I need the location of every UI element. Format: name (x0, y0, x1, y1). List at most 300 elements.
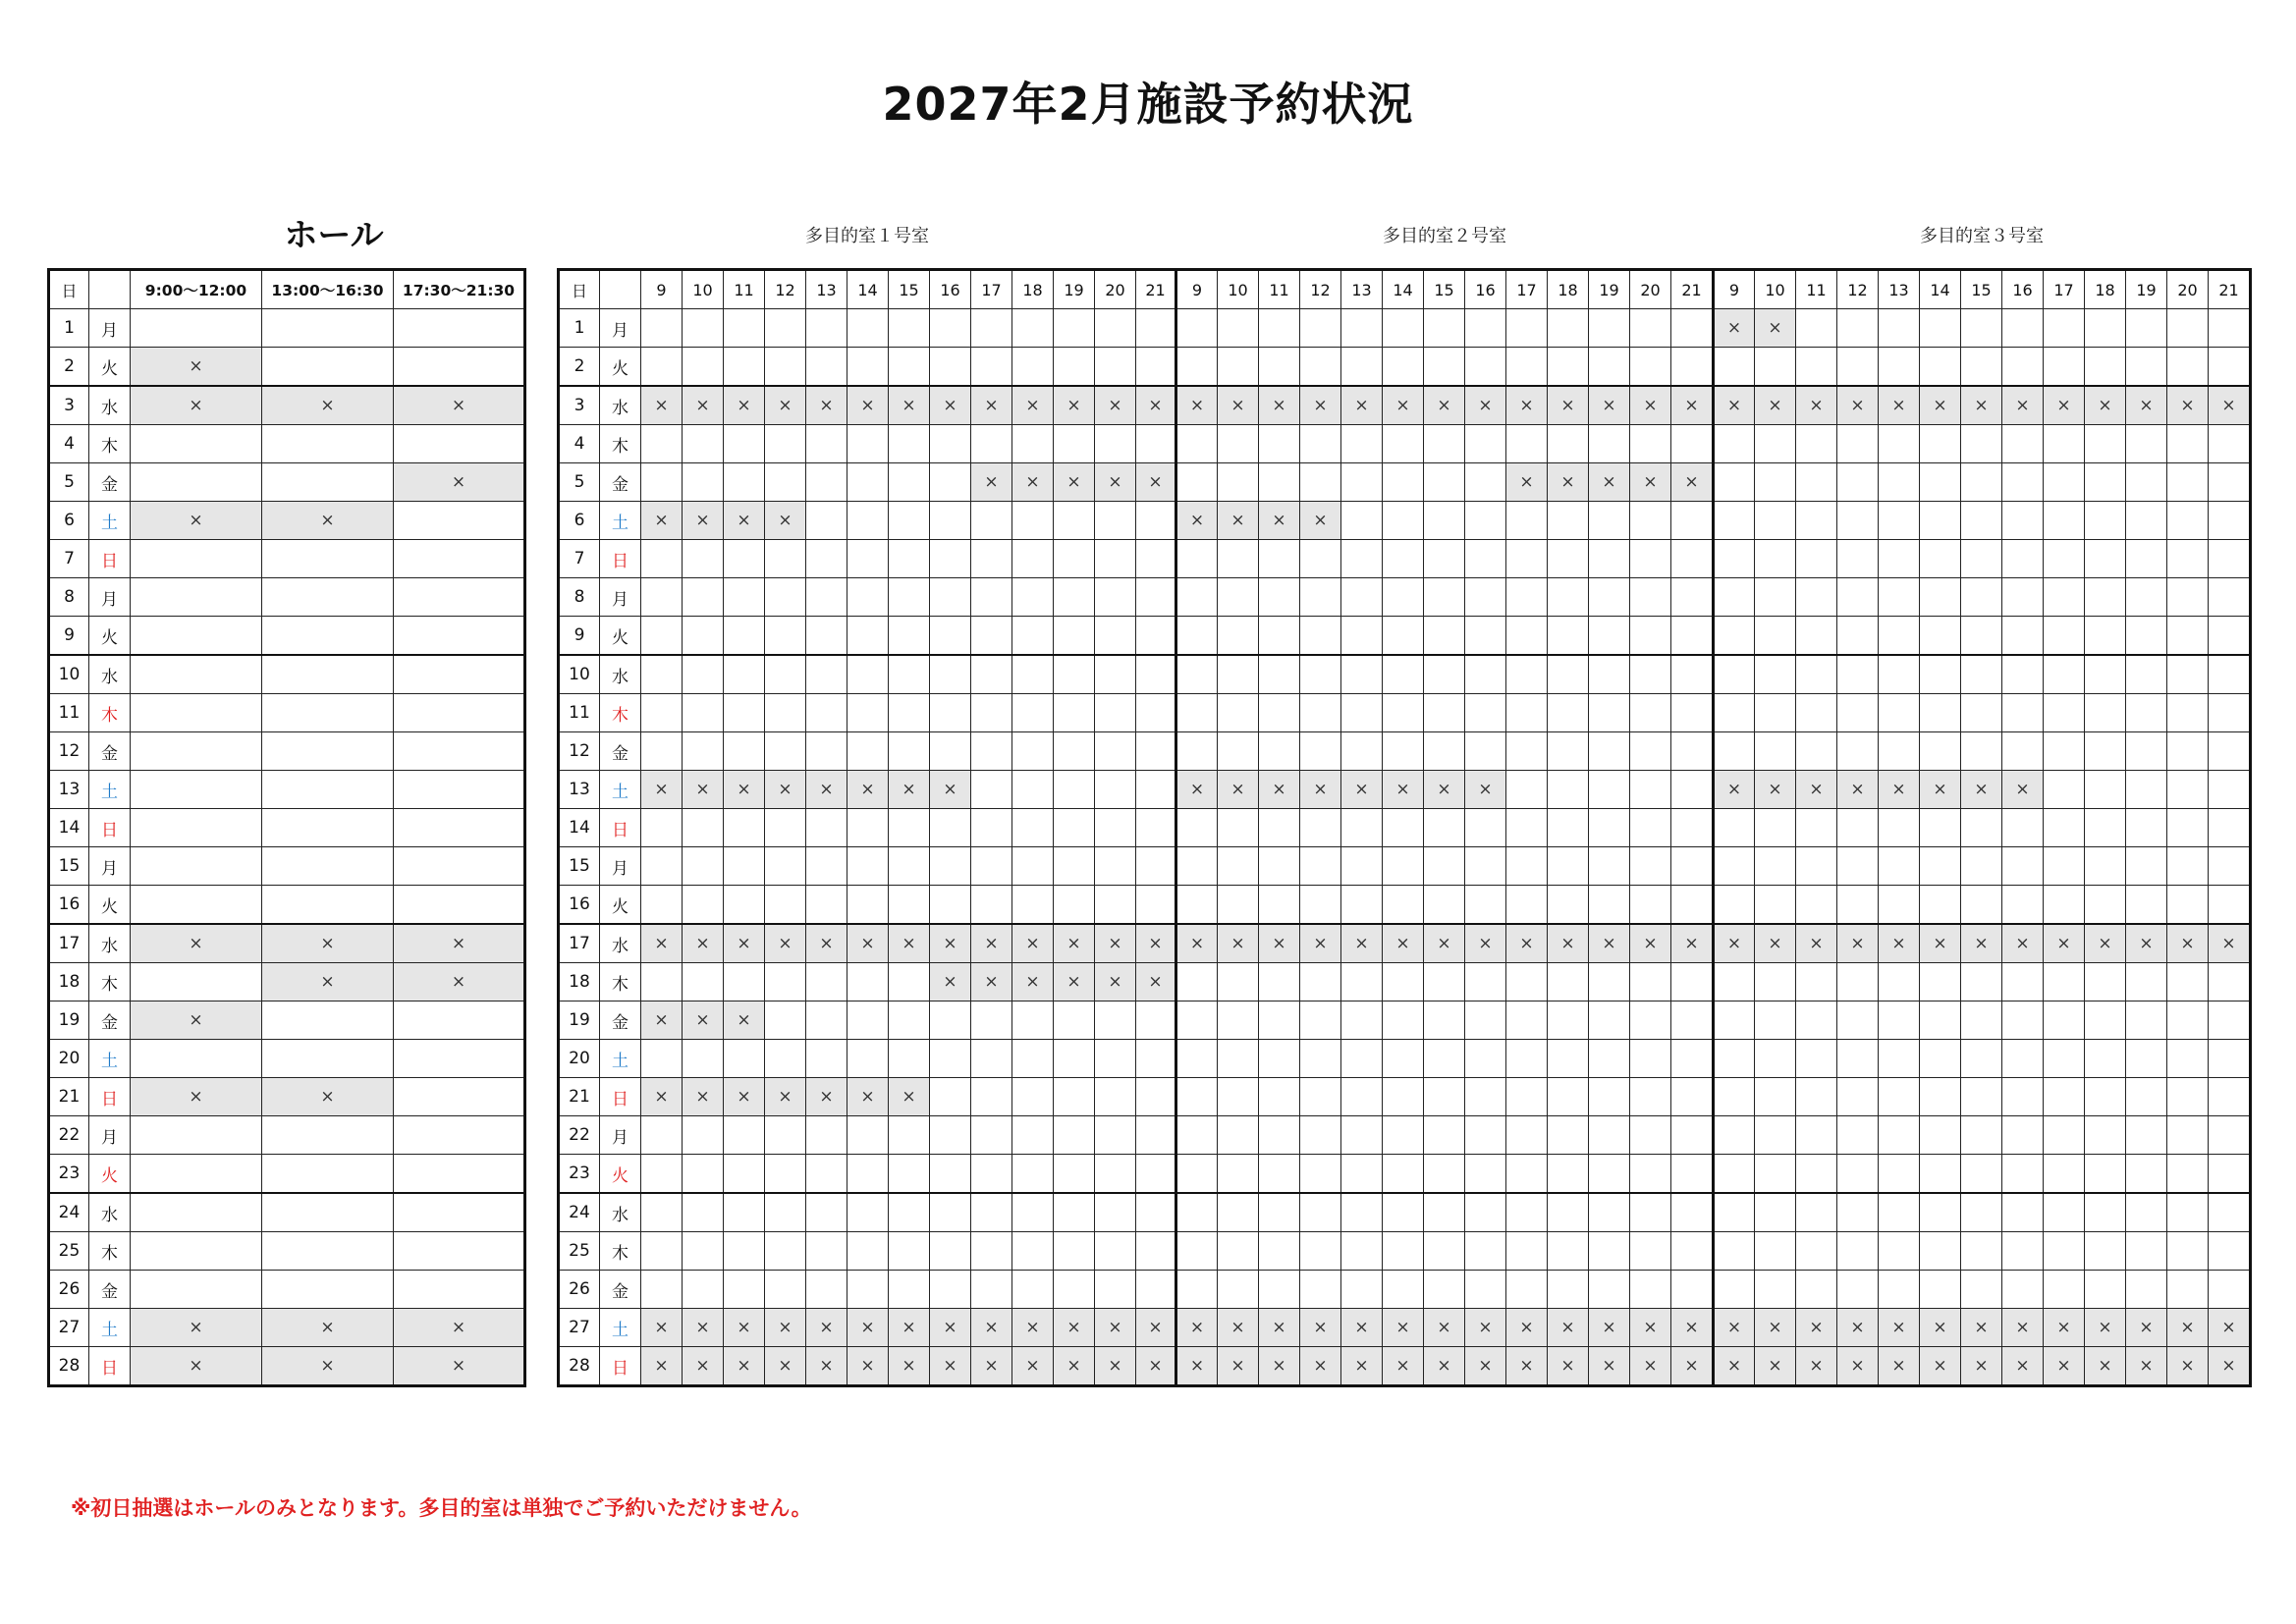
booked-cell: × (1383, 1347, 1424, 1386)
slot-cell (2167, 502, 2209, 540)
slot-cell (1920, 1271, 1961, 1309)
weekday: 土 (600, 1309, 641, 1347)
weekday: 水 (600, 1193, 641, 1232)
slot-cell (2126, 1193, 2167, 1232)
slot-cell (1755, 963, 1796, 1001)
slot-cell (765, 694, 806, 732)
slot-cell (765, 348, 806, 387)
slot-cell (1136, 655, 1176, 694)
slot-cell (2002, 578, 2044, 617)
table-row (49, 963, 525, 1001)
slot-cell (1837, 617, 1879, 656)
booked-cell: × (1589, 924, 1630, 963)
weekday: 日 (600, 809, 641, 847)
slot-cell (131, 309, 262, 348)
slot-cell (1341, 578, 1383, 617)
weekday: 水 (89, 924, 131, 963)
day-number: 17 (49, 924, 89, 963)
slot-cell (1506, 1116, 1548, 1155)
slot-cell (2126, 463, 2167, 502)
table-row (49, 847, 525, 886)
slot-cell (930, 502, 971, 540)
slot-cell (806, 1193, 847, 1232)
slot-cell (683, 578, 724, 617)
slot-cell (1837, 1078, 1879, 1116)
booked-cell: × (2002, 771, 2044, 809)
slot-cell (1714, 540, 1755, 578)
table-row (559, 578, 2251, 617)
booked-cell: × (1218, 924, 1259, 963)
hour-header: 14 (1383, 270, 1424, 309)
slot-cell (930, 617, 971, 656)
slot-cell (394, 732, 525, 771)
slot-cell (971, 1078, 1012, 1116)
slot-cell (724, 732, 765, 771)
hour-header: 16 (1465, 270, 1506, 309)
booked-cell: × (765, 1309, 806, 1347)
slot-cell (1837, 578, 1879, 617)
slot-cell (1095, 348, 1136, 387)
slot-cell (262, 1116, 394, 1155)
booked-cell: × (1341, 1309, 1383, 1347)
booked-cell: × (262, 963, 394, 1001)
slot-cell (806, 694, 847, 732)
slot-cell (1054, 348, 1095, 387)
slot-cell (1424, 578, 1465, 617)
slot-cell (1383, 847, 1424, 886)
slot-cell (683, 1232, 724, 1271)
slot-cell (930, 1193, 971, 1232)
slot-cell (1920, 617, 1961, 656)
slot-cell (1259, 617, 1300, 656)
slot-cell (889, 1116, 930, 1155)
weekday: 日 (89, 1347, 131, 1386)
slot-cell (1424, 694, 1465, 732)
booked-cell: × (1548, 1309, 1589, 1347)
slot-cell (2085, 1193, 2126, 1232)
slot-cell (1465, 617, 1506, 656)
slot-cell (2126, 886, 2167, 925)
room-2-label: 多目的室２号室 (1383, 226, 1506, 246)
weekday: 木 (600, 963, 641, 1001)
slot-cell (1920, 578, 1961, 617)
slot-cell (1218, 732, 1259, 771)
slot-cell (2209, 886, 2251, 925)
slot-cell (1341, 1001, 1383, 1040)
booked-cell: × (1176, 1309, 1218, 1347)
slot-cell (1714, 886, 1755, 925)
slot-cell (1012, 1001, 1054, 1040)
slot-cell (1589, 809, 1630, 847)
slot-cell (971, 578, 1012, 617)
slot-cell (1671, 1155, 1714, 1194)
slot-cell (1383, 963, 1424, 1001)
weekday: 月 (600, 578, 641, 617)
slot-cell (724, 540, 765, 578)
slot-cell (394, 809, 525, 847)
day-number: 4 (559, 425, 600, 463)
hour-header: 21 (1671, 270, 1714, 309)
slot-cell (1755, 886, 1796, 925)
day-number: 25 (559, 1232, 600, 1271)
slot-cell (1589, 732, 1630, 771)
slot-cell (1176, 963, 1218, 1001)
day-number: 24 (559, 1193, 600, 1232)
slot-cell (683, 655, 724, 694)
slot-cell (641, 847, 683, 886)
slot-cell (1755, 1193, 1796, 1232)
day-number: 24 (49, 1193, 89, 1232)
slot-cell (1095, 732, 1136, 771)
slot-cell (131, 1271, 262, 1309)
slot-cell (641, 1193, 683, 1232)
slot-cell (1714, 1040, 1755, 1078)
slot-cell (1054, 1271, 1095, 1309)
booked-cell: × (683, 1001, 724, 1040)
slot-cell (1424, 886, 1465, 925)
table-row (559, 809, 2251, 847)
booked-cell: × (2085, 1347, 2126, 1386)
slot-cell (1879, 963, 1920, 1001)
weekday: 木 (89, 963, 131, 1001)
slot-cell (131, 1193, 262, 1232)
slot-cell (889, 617, 930, 656)
slot-cell (1383, 1078, 1424, 1116)
slot-cell (683, 963, 724, 1001)
time-slot-header: 17:30～21:30 (394, 270, 525, 309)
slot-cell (1218, 309, 1259, 348)
booked-cell: × (2044, 924, 2085, 963)
slot-cell (1961, 1001, 2002, 1040)
day-number: 3 (49, 386, 89, 425)
slot-cell (930, 1001, 971, 1040)
day-number: 2 (49, 348, 89, 387)
slot-cell (2002, 886, 2044, 925)
slot-cell (1920, 655, 1961, 694)
booked-cell: × (889, 1347, 930, 1386)
day-number: 3 (559, 386, 600, 425)
booked-cell: × (930, 1309, 971, 1347)
hour-header: 21 (1136, 270, 1176, 309)
table-row (49, 886, 525, 925)
slot-cell (1218, 655, 1259, 694)
slot-cell (724, 1116, 765, 1155)
slot-cell (1714, 578, 1755, 617)
day-number: 14 (49, 809, 89, 847)
slot-cell (1589, 847, 1630, 886)
booked-cell: × (1176, 924, 1218, 963)
slot-cell (1506, 425, 1548, 463)
slot-cell (2209, 1078, 2251, 1116)
slot-cell (1465, 578, 1506, 617)
booked-cell: × (2126, 1347, 2167, 1386)
slot-cell (1218, 1155, 1259, 1194)
slot-cell (262, 1155, 394, 1194)
day-number: 18 (559, 963, 600, 1001)
slot-cell (1424, 963, 1465, 1001)
slot-cell (2085, 1232, 2126, 1271)
slot-cell (262, 1232, 394, 1271)
slot-cell (1755, 655, 1796, 694)
slot-cell (1589, 1078, 1630, 1116)
weekday: 火 (89, 617, 131, 656)
slot-cell (2167, 425, 2209, 463)
slot-cell (1920, 694, 1961, 732)
booked-cell: × (1465, 1309, 1506, 1347)
booked-cell: × (641, 924, 683, 963)
booked-cell: × (131, 1347, 262, 1386)
slot-cell (2085, 809, 2126, 847)
hour-header: 20 (1630, 270, 1671, 309)
slot-cell (394, 617, 525, 656)
slot-cell (1259, 1271, 1300, 1309)
slot-cell (1465, 540, 1506, 578)
slot-cell (1424, 309, 1465, 348)
booked-cell: × (724, 1001, 765, 1040)
slot-cell (1383, 694, 1424, 732)
slot-cell (1136, 809, 1176, 847)
slot-cell (971, 617, 1012, 656)
slot-cell (394, 309, 525, 348)
slot-cell (1879, 1040, 1920, 1078)
slot-cell (2167, 617, 2209, 656)
slot-cell (1671, 1078, 1714, 1116)
slot-cell (1054, 1078, 1095, 1116)
weekday: 火 (600, 617, 641, 656)
slot-cell (1755, 1116, 1796, 1155)
slot-cell (2085, 963, 2126, 1001)
slot-cell (131, 1155, 262, 1194)
slot-cell (394, 502, 525, 540)
booked-cell: × (1755, 924, 1796, 963)
slot-cell (2002, 425, 2044, 463)
slot-cell (1300, 1155, 1341, 1194)
slot-cell (806, 502, 847, 540)
booked-cell: × (1383, 924, 1424, 963)
slot-cell (1383, 502, 1424, 540)
slot-cell (1012, 1040, 1054, 1078)
slot-cell (1714, 1001, 1755, 1040)
slot-cell (1424, 1040, 1465, 1078)
slot-cell (1630, 1001, 1671, 1040)
booked-cell: × (131, 386, 262, 425)
slot-cell (1054, 694, 1095, 732)
slot-cell (1879, 617, 1920, 656)
booked-cell: × (1796, 924, 1837, 963)
booked-cell: × (1506, 386, 1548, 425)
slot-cell (2209, 502, 2251, 540)
hour-header: 13 (1341, 270, 1383, 309)
slot-cell (2002, 1116, 2044, 1155)
slot-cell (262, 732, 394, 771)
slot-cell (1920, 1078, 1961, 1116)
slot-cell (2126, 502, 2167, 540)
slot-cell (1136, 1001, 1176, 1040)
slot-cell (847, 963, 889, 1001)
slot-cell (1796, 425, 1837, 463)
rooms-header-row (559, 270, 2251, 309)
slot-cell (724, 694, 765, 732)
slot-cell (1548, 886, 1589, 925)
slot-cell (2044, 1116, 2085, 1155)
slot-cell (1671, 540, 1714, 578)
booked-cell: × (1506, 1309, 1548, 1347)
slot-cell (1300, 655, 1341, 694)
booked-cell: × (1012, 1347, 1054, 1386)
weekday: 月 (89, 847, 131, 886)
slot-cell (1136, 847, 1176, 886)
slot-cell (1218, 617, 1259, 656)
slot-cell (1259, 1193, 1300, 1232)
booked-cell: × (1837, 771, 1879, 809)
day-number: 10 (559, 655, 600, 694)
slot-cell (1630, 694, 1671, 732)
slot-cell (1259, 1001, 1300, 1040)
slot-cell (1671, 1040, 1714, 1078)
slot-cell (1796, 540, 1837, 578)
booked-cell: × (930, 924, 971, 963)
slot-cell (1796, 617, 1837, 656)
slot-cell (1176, 540, 1218, 578)
slot-cell (2167, 1001, 2209, 1040)
slot-cell (971, 1116, 1012, 1155)
weekday: 土 (600, 771, 641, 809)
booked-cell: × (1630, 386, 1671, 425)
slot-cell (2167, 1078, 2209, 1116)
slot-cell (889, 1001, 930, 1040)
slot-cell (847, 886, 889, 925)
day-number: 6 (559, 502, 600, 540)
slot-cell (1465, 1001, 1506, 1040)
slot-cell (1630, 1232, 1671, 1271)
slot-cell (1837, 1116, 1879, 1155)
booked-cell: × (1796, 771, 1837, 809)
slot-cell (1012, 1271, 1054, 1309)
slot-cell (1630, 540, 1671, 578)
slot-cell (2209, 425, 2251, 463)
booked-cell: × (262, 1309, 394, 1347)
slot-cell (1218, 809, 1259, 847)
booked-cell: × (1424, 1309, 1465, 1347)
slot-cell (641, 963, 683, 1001)
slot-cell (683, 809, 724, 847)
table-row (559, 771, 2251, 809)
slot-cell (1136, 348, 1176, 387)
weekday-header (89, 270, 131, 309)
slot-cell (1837, 886, 1879, 925)
slot-cell (1506, 655, 1548, 694)
slot-cell (394, 655, 525, 694)
slot-cell (1589, 1001, 1630, 1040)
slot-cell (394, 1116, 525, 1155)
slot-cell (1837, 309, 1879, 348)
booked-cell: × (1755, 309, 1796, 348)
slot-cell (2002, 809, 2044, 847)
slot-cell (765, 886, 806, 925)
booked-cell: × (1424, 1347, 1465, 1386)
booked-cell: × (1012, 386, 1054, 425)
slot-cell (1837, 1040, 1879, 1078)
slot-cell (971, 425, 1012, 463)
slot-cell (2209, 847, 2251, 886)
booked-cell: × (641, 502, 683, 540)
weekday: 火 (89, 886, 131, 925)
booked-cell: × (1259, 386, 1300, 425)
slot-cell (1630, 578, 1671, 617)
slot-cell (1589, 502, 1630, 540)
slot-cell (2002, 963, 2044, 1001)
slot-cell (930, 732, 971, 771)
weekday: 火 (89, 348, 131, 387)
slot-cell (1095, 540, 1136, 578)
slot-cell (930, 655, 971, 694)
slot-cell (1259, 732, 1300, 771)
slot-cell (1961, 732, 2002, 771)
table-row (559, 502, 2251, 540)
slot-cell (641, 655, 683, 694)
slot-cell (1879, 502, 1920, 540)
booked-cell: × (889, 386, 930, 425)
slot-cell (1630, 655, 1671, 694)
slot-cell (2209, 309, 2251, 348)
slot-cell (1961, 1155, 2002, 1194)
slot-cell (641, 886, 683, 925)
booked-cell: × (1300, 1309, 1341, 1347)
slot-cell (1465, 1232, 1506, 1271)
slot-cell (2167, 309, 2209, 348)
slot-cell (971, 502, 1012, 540)
slot-cell (1755, 732, 1796, 771)
day-number: 4 (49, 425, 89, 463)
slot-cell (1961, 1193, 2002, 1232)
room-1-label: 多目的室１号室 (805, 226, 929, 246)
slot-cell (2085, 1155, 2126, 1194)
slot-cell (847, 1193, 889, 1232)
booked-cell: × (889, 1309, 930, 1347)
weekday: 金 (89, 1271, 131, 1309)
slot-cell (1012, 348, 1054, 387)
slot-cell (131, 886, 262, 925)
slot-cell (1961, 963, 2002, 1001)
slot-cell (1383, 1116, 1424, 1155)
booked-cell: × (1796, 1347, 1837, 1386)
slot-cell (765, 1232, 806, 1271)
slot-cell (1341, 1193, 1383, 1232)
slot-cell (1095, 309, 1136, 348)
slot-cell (1176, 1271, 1218, 1309)
slot-cell (2002, 694, 2044, 732)
slot-cell (641, 578, 683, 617)
slot-cell (1589, 655, 1630, 694)
slot-cell (930, 1155, 971, 1194)
slot-cell (1506, 771, 1548, 809)
booked-cell: × (1176, 771, 1218, 809)
slot-cell (2002, 1040, 2044, 1078)
booked-cell: × (1300, 502, 1341, 540)
slot-cell (1341, 463, 1383, 502)
slot-cell (131, 963, 262, 1001)
slot-cell (2085, 1271, 2126, 1309)
slot-cell (1506, 617, 1548, 656)
slot-cell (262, 578, 394, 617)
slot-cell (1259, 694, 1300, 732)
hour-header: 20 (1095, 270, 1136, 309)
slot-cell (262, 809, 394, 847)
slot-cell (1341, 732, 1383, 771)
slot-cell (1341, 1271, 1383, 1309)
slot-cell (1506, 1232, 1548, 1271)
slot-cell (806, 348, 847, 387)
